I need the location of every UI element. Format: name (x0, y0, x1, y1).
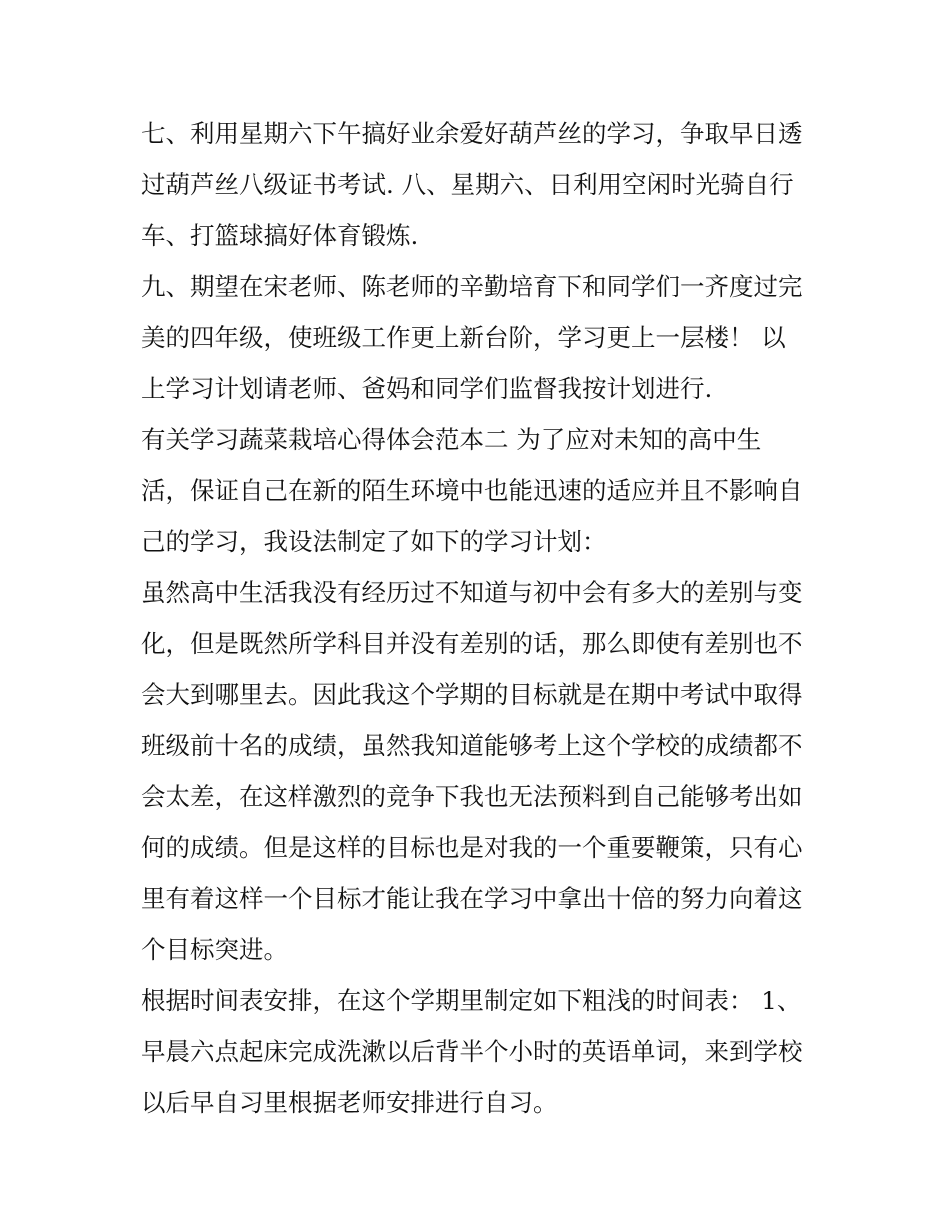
text-line: 根据时间表安排，在这个学期里制定如下粗浅的时间表： 1、 (141, 986, 802, 1015)
text-line: 里有着这样一个目标才能让我在学习中拿出十倍的努力向着这 (141, 884, 803, 913)
text-line: 会太差，在这样激烈的竞争下我也无法预料到自己能够考出如 (141, 782, 803, 811)
text-line: 活，保证自己在新的陌生环境中也能迅速的适应并且不影响自 (141, 476, 803, 505)
text-line: 何的成绩。但是这样的目标也是对我的一个重要鞭策，只有心 (141, 833, 803, 862)
text-line: 车、打篮球搞好体育锻炼. (141, 221, 419, 250)
text-line: 以后早自习里根据老师安排进行自习。 (141, 1088, 558, 1117)
text-line: 有关学习蔬菜栽培心得体会范本二 为了应对未知的高中生 (141, 425, 762, 454)
text-line: 美的四年级，使班级工作更上新台阶，学习更上一层楼！ 以 (141, 323, 786, 352)
text-line: 虽然高中生活我没有经历过不知道与初中会有多大的差别与变 (141, 578, 803, 607)
text-line: 早晨六点起床完成洗漱以后背半个小时的英语单词，来到学校 (141, 1037, 803, 1066)
text-line: 化，但是既然所学科目并没有差别的话，那么即使有差别也不 (141, 629, 803, 658)
text-line: 个目标突进。 (141, 935, 288, 964)
text-line: 会大到哪里去。因此我这个学期的目标就是在期中考试中取得 (141, 680, 803, 709)
text-line: 过葫芦丝八级证书考试. 八、星期六、日利用空闲时光骑自行 (141, 170, 794, 199)
text-line: 班级前十名的成绩，虽然我知道能够考上这个学校的成绩都不 (141, 731, 803, 760)
text-line: 己的学习，我设法制定了如下的学习计划： (141, 527, 607, 556)
text-line: 九、期望在宋老师、陈老师的辛勤培育下和同学们一齐度过完 (141, 272, 803, 301)
text-line: 七、利用星期六下午搞好业余爱好葫芦丝的学习，争取早日透 (141, 119, 803, 148)
text-line: 上学习计划请老师、爸妈和同学们监督我按计划进行. (141, 374, 713, 403)
document-body (141, 108, 821, 1128)
